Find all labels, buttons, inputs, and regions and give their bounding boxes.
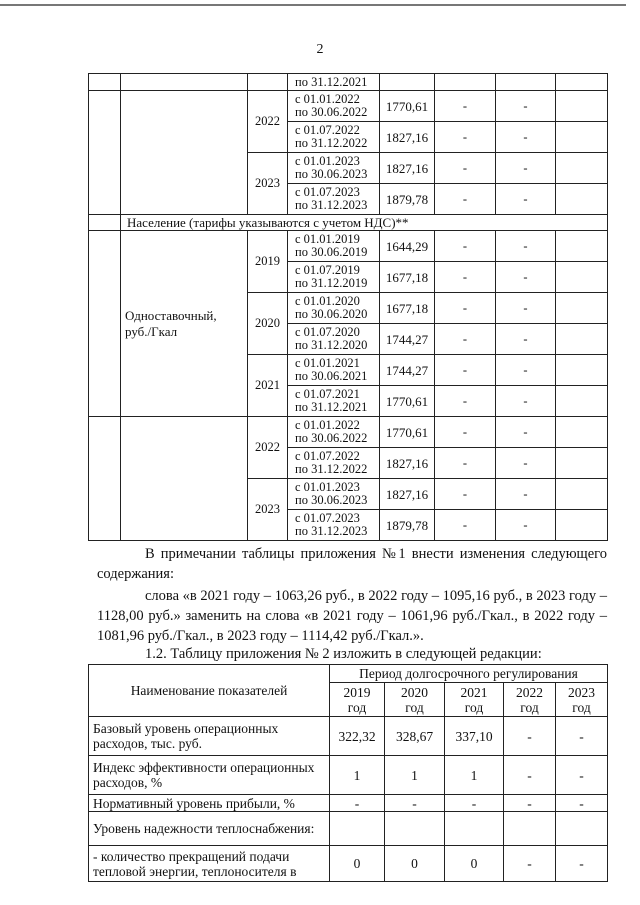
indicator-value: - [330,795,385,812]
tariff-value-cell: 1770,61 [380,417,435,448]
dash-cell: - [496,153,556,184]
period-from: с 01.01.2019 [295,232,360,246]
indicator-value [504,812,556,846]
year-unit: год [347,699,367,715]
empty-cell [496,74,556,91]
dash-cell: - [435,417,496,448]
dash-cell: - [435,510,496,541]
year-unit: год [405,699,424,715]
period-from: с 01.07.2020 [295,325,360,339]
table-row [89,215,608,231]
empty-cell [89,74,121,91]
empty-cell [556,91,608,122]
indicator-value [330,812,385,846]
period-cell [288,91,380,122]
empty-cell [556,231,608,262]
indicator-value: 0 [330,846,385,882]
indicator-name: - количество прекращений подачи тепловой энергии, теплоносителя в [89,846,330,882]
empty-cell [89,417,121,541]
year-number: 2023 [568,684,595,700]
empty-cell [121,91,248,215]
indicator-value [556,812,608,846]
period-cell [288,231,380,262]
period-cell [288,355,380,386]
indicator-value: - [385,795,445,812]
table-row [89,795,608,812]
year-header [385,683,445,717]
table-row [89,417,608,448]
dash-cell: - [435,231,496,262]
indicator-value: - [504,846,556,882]
indicator-value: 1 [330,756,385,795]
period-from: с 01.07.2019 [295,263,360,277]
empty-cell [556,262,608,293]
tariff-value-cell: 1644,29 [380,231,435,262]
year-header [504,683,556,717]
period-from: с 01.07.2021 [295,387,360,401]
dash-cell: - [435,91,496,122]
dash-cell: - [435,386,496,417]
dash-cell: - [496,293,556,324]
period-cell [288,479,380,510]
indicator-value: 328,67 [385,717,445,756]
indicator-value: - [556,717,608,756]
indicator-value: - [556,756,608,795]
tariff-value-cell: 1827,16 [380,448,435,479]
period-from: с 01.01.2020 [295,294,360,308]
period-from: с 01.01.2023 [295,480,360,494]
indicator-name: Нормативный уровень прибыли, % [89,795,330,812]
empty-cell [556,153,608,184]
period-cell: по 31.12.2021 [288,74,380,91]
period-to: по 30.06.2020 [295,307,368,321]
year-unit: год [572,699,591,715]
tariff-value-cell: 1827,16 [380,479,435,510]
dash-cell: - [435,293,496,324]
period-cell [288,262,380,293]
tariff-type-cell [121,231,248,417]
period-to: по 31.12.2023 [295,198,368,212]
indicator-value: - [556,846,608,882]
tariff-unit-label: руб./Гкал [125,323,178,339]
period-to: по 30.06.2023 [295,493,368,507]
empty-cell [556,184,608,215]
dash-cell: - [435,262,496,293]
dash-cell: - [496,386,556,417]
indicator-value [445,812,504,846]
empty-cell [121,417,248,541]
indicator-value: 0 [385,846,445,882]
dash-cell: - [496,448,556,479]
indicator-value: 322,32 [330,717,385,756]
dash-cell: - [435,324,496,355]
table-row [89,74,608,91]
tariff-value-cell: 1879,78 [380,184,435,215]
dash-cell: - [435,122,496,153]
note-text-1: В примечании таблицы приложения №1 внести изменения следующего содержания: [97,546,607,582]
tariff-value-cell: 1744,27 [380,355,435,386]
period-from: с 01.07.2022 [295,123,360,137]
empty-cell [435,74,496,91]
period-to: по 30.06.2021 [295,369,368,383]
indicator-name: Уровень надежности теплоснабжения: [89,812,330,846]
indicator-value: - [504,717,556,756]
empty-cell [248,74,288,91]
tariff-value-cell: 1879,78 [380,510,435,541]
period-to: по 31.12.2019 [295,276,368,290]
table-row [89,756,608,795]
table-row [89,231,608,262]
period-to: по 30.06.2019 [295,245,368,259]
indicator-value: 337,10 [445,717,504,756]
period-from: с 01.07.2022 [295,449,360,463]
indicator-value [385,812,445,846]
tariff-value-cell: 1827,16 [380,153,435,184]
regulation-params-table [88,664,608,882]
period-from: с 01.01.2021 [295,356,360,370]
year-unit: год [520,699,539,715]
period-to: по 30.06.2022 [295,431,368,445]
table-row [89,812,608,846]
dash-cell: - [496,479,556,510]
period-from: с 01.07.2023 [295,185,360,199]
indicator-name: Базовый уровень операционных расходов, тыс. руб. [89,717,330,756]
empty-cell [89,215,121,231]
dash-cell: - [496,417,556,448]
period-to: по 31.12.2020 [295,338,368,352]
indicator-name: Индекс эффективности операционных расходов, % [89,756,330,795]
year-number: 2019 [343,684,371,700]
period-cell [288,324,380,355]
indicator-value: - [445,795,504,812]
tariff-value-cell: 1744,27 [380,324,435,355]
dash-cell: - [435,479,496,510]
year-cell: 2022 [248,91,288,153]
table-row [89,91,608,122]
period-cell [288,293,380,324]
table-row [89,717,608,756]
indicator-value: 1 [385,756,445,795]
period-to: по 31.12.2022 [295,136,368,150]
note-paragraph-1 [97,544,607,584]
tariff-value-cell: 1770,61 [380,91,435,122]
dash-cell: - [496,231,556,262]
indicator-value: 0 [445,846,504,882]
dash-cell: - [496,510,556,541]
population-header: Население (тарифы указываются с учетом НДС)** [121,215,608,231]
period-to: по 31.12.2022 [295,462,368,476]
period-cell [288,184,380,215]
year-number: 2021 [460,684,488,700]
tariff-table [88,73,608,541]
period-cell [288,448,380,479]
indicator-value: 1 [445,756,504,795]
period-cell [288,417,380,448]
empty-cell [89,231,121,417]
dash-cell: - [496,184,556,215]
empty-cell [556,510,608,541]
dash-cell: - [496,355,556,386]
dash-cell: - [496,91,556,122]
year-cell: 2021 [248,355,288,417]
tariff-type-label: Одноставочный, [125,307,217,323]
indicator-value: - [504,795,556,812]
page-number: 2 [316,42,324,57]
year-cell: 2019 [248,231,288,293]
empty-cell [556,122,608,153]
period-from: с 01.07.2023 [295,511,360,525]
note-paragraph-2 [97,586,607,646]
empty-cell [121,74,248,91]
empty-cell [380,74,435,91]
period-cell [288,122,380,153]
period-to: по 31.12.2023 [295,524,368,538]
dash-cell: - [435,184,496,215]
year-header [330,683,385,717]
empty-cell [556,417,608,448]
indicator-value: - [556,795,608,812]
empty-cell [556,74,608,91]
empty-cell [556,355,608,386]
period-from: с 01.01.2022 [295,92,360,106]
year-number: 2022 [516,684,543,700]
top-rule [0,4,626,6]
tariff-value-cell: 1677,18 [380,293,435,324]
period-from: с 01.01.2023 [295,154,360,168]
dash-cell: - [435,153,496,184]
year-cell: 2023 [248,479,288,541]
year-header [445,683,504,717]
period-cell [288,386,380,417]
empty-cell [89,91,121,215]
empty-cell [556,386,608,417]
year-cell: 2020 [248,293,288,355]
year-cell: 2022 [248,417,288,479]
period-header: Период долгосрочного регулирования [330,665,608,683]
empty-cell [556,448,608,479]
dash-cell: - [496,262,556,293]
empty-cell [556,324,608,355]
period-cell [288,510,380,541]
year-header [556,683,608,717]
period-to: по 30.06.2023 [295,167,368,181]
table-header-row [89,665,608,683]
section-heading: 1.2. Таблицу приложения № 2 изложить в следующей редакции: [145,646,542,662]
period-from: с 01.01.2022 [295,418,360,432]
year-number: 2020 [401,684,428,700]
dash-cell: - [496,122,556,153]
empty-cell [556,479,608,510]
table-row [89,846,608,882]
period-to: по 31.12.2021 [295,400,368,414]
dash-cell: - [496,324,556,355]
note-text-2: слова «в 2021 году – 1063,26 руб., в 2022 году – 1095,16 руб., в 2023 году – 1128,00 руб.» заменить на слова «в 2021 году – 1061,96 руб./Гкал., в 2022 году – 1081,96 руб./Гкал., в 2023 году – 1114,42 руб./Гкал.». [97,588,607,644]
tariff-value-cell: 1677,18 [380,262,435,293]
year-unit: год [464,699,484,715]
tariff-value-cell: 1827,16 [380,122,435,153]
period-to: по 30.06.2022 [295,105,368,119]
dash-cell: - [435,355,496,386]
year-cell: 2023 [248,153,288,215]
name-header: Наименование показателей [89,665,330,717]
empty-cell [556,293,608,324]
period-cell [288,153,380,184]
indicator-value: - [504,756,556,795]
tariff-value-cell: 1770,61 [380,386,435,417]
dash-cell: - [435,448,496,479]
